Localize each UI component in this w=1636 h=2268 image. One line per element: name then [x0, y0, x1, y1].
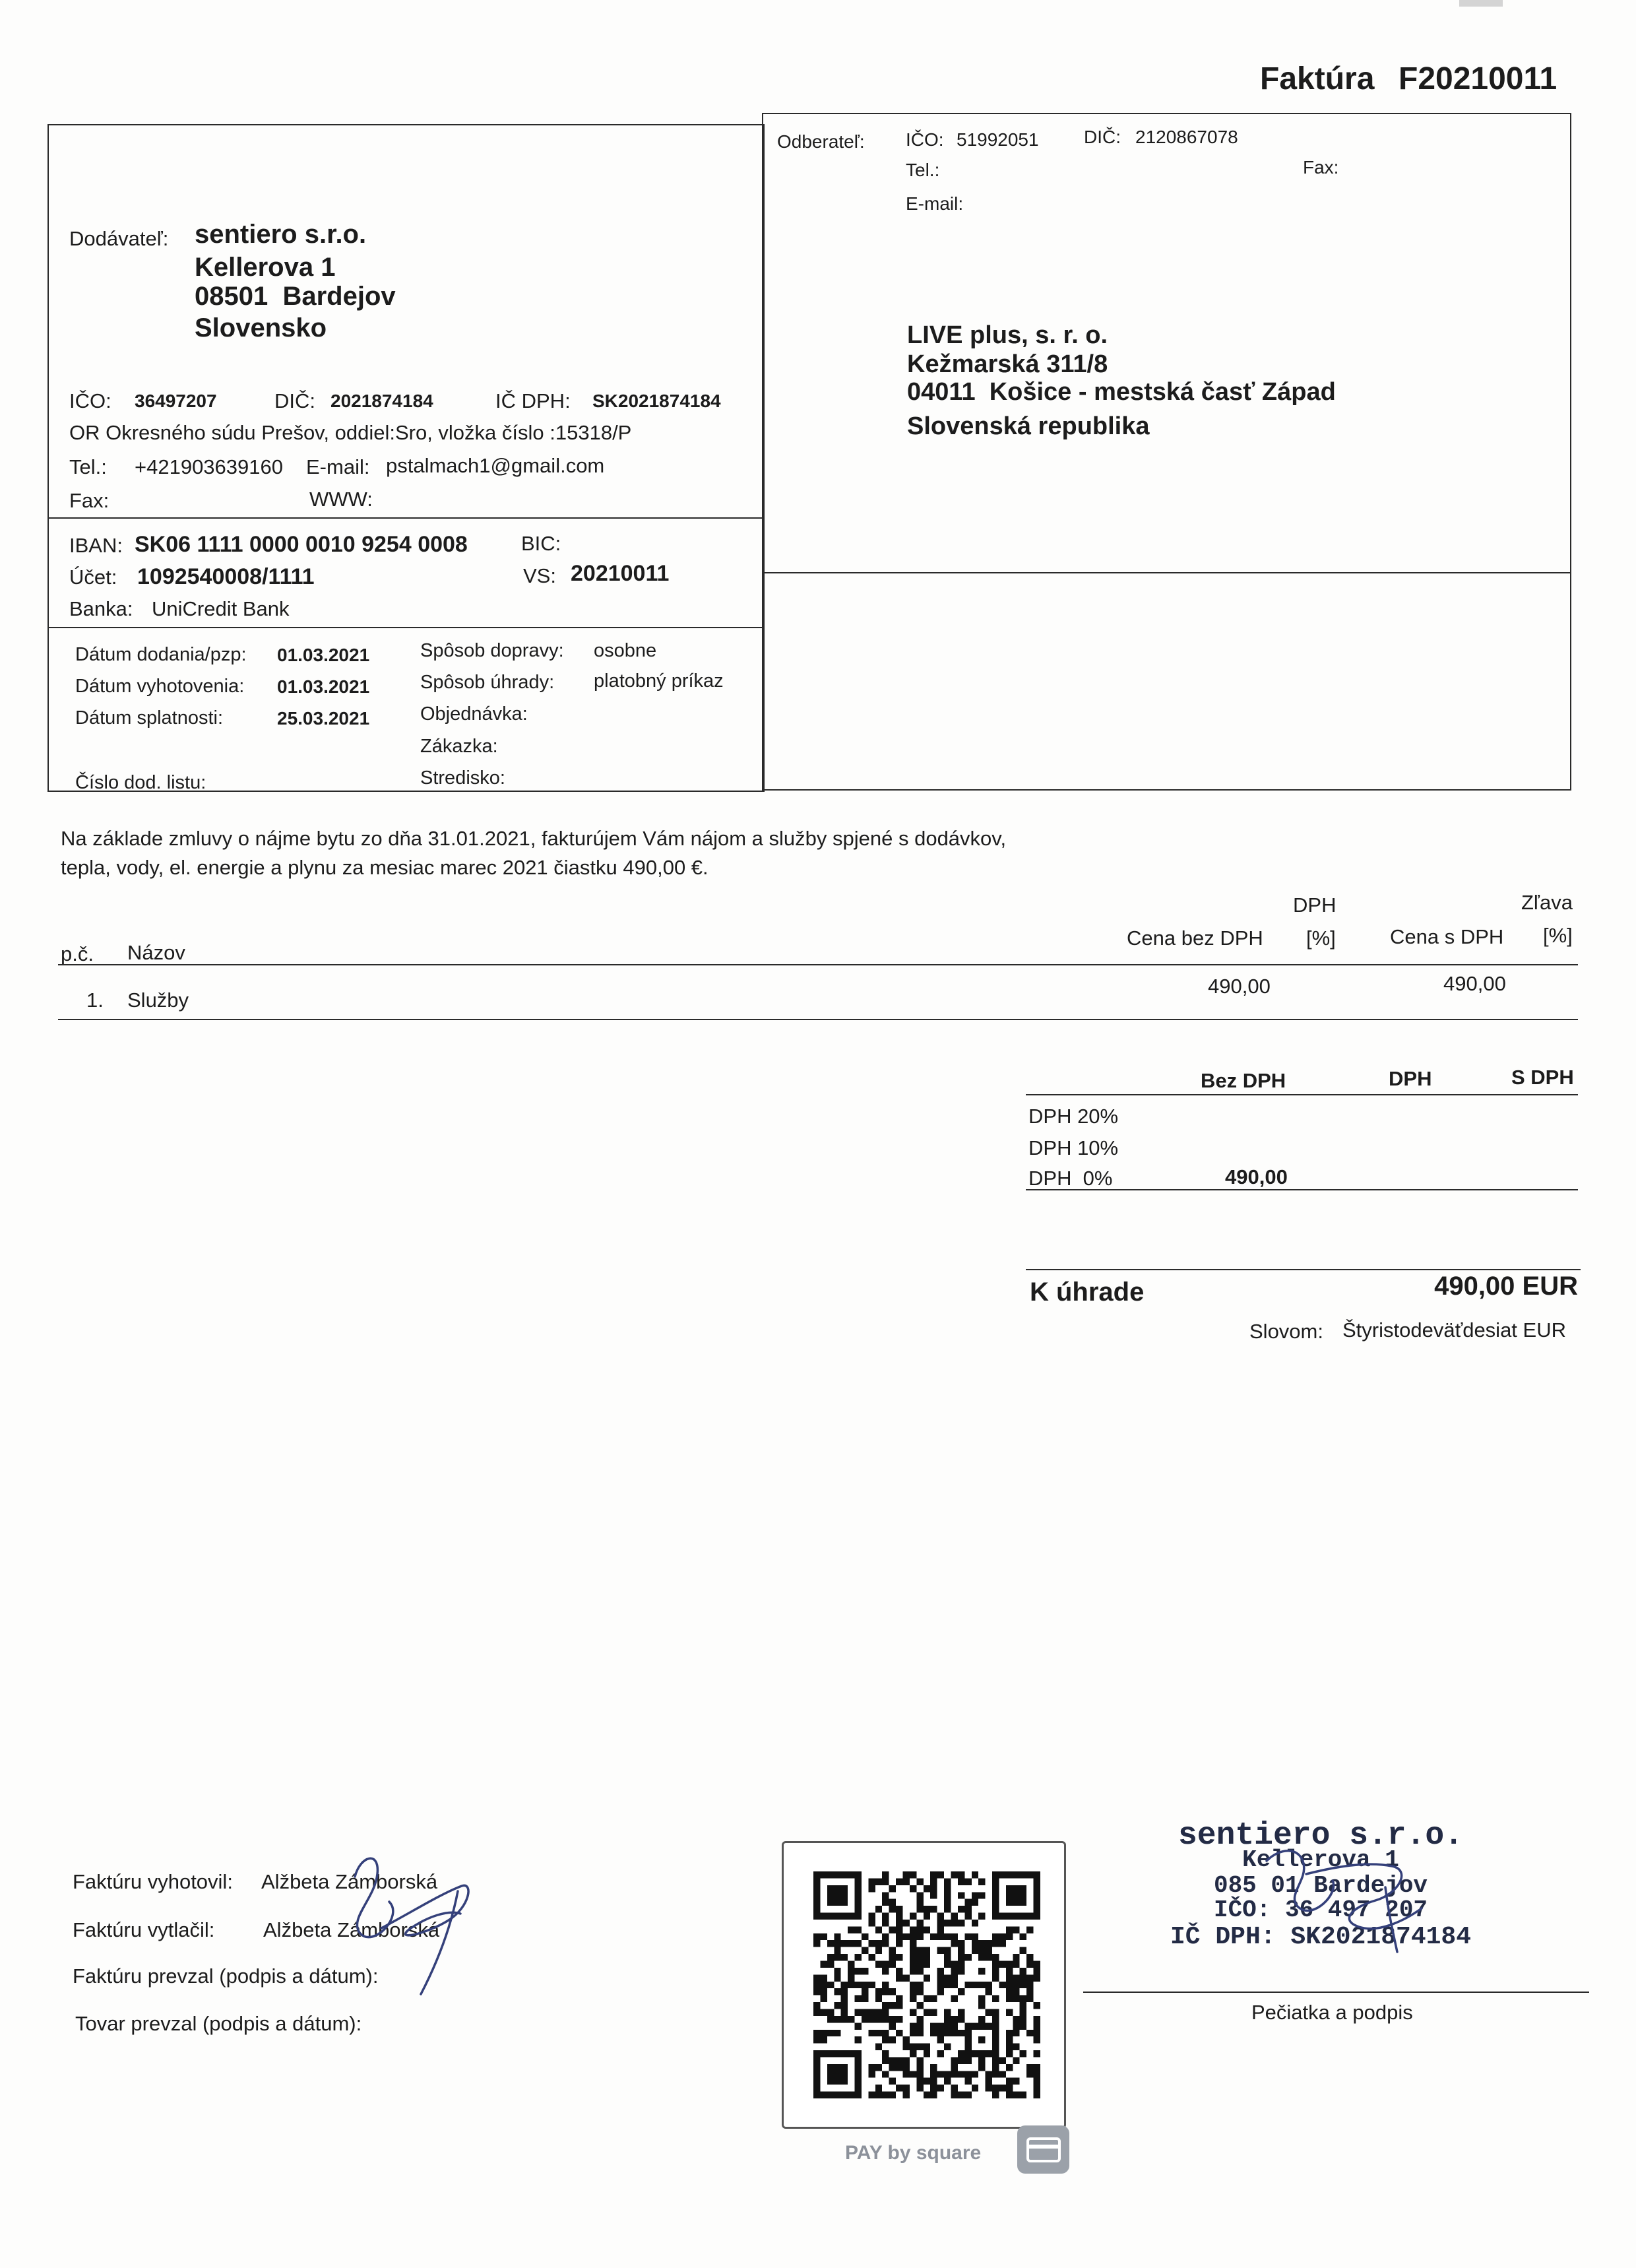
printed-by: Alžbeta Zámborská — [263, 1918, 440, 1941]
transport-label: Spôsob dopravy: — [420, 640, 564, 661]
customer-divider-line — [763, 572, 1571, 573]
total-label: K úhrade — [1030, 1278, 1145, 1307]
vat-row-20-label: DPH 20% — [1028, 1105, 1119, 1128]
stamp-line-company: sentiero s.r.o. — [1178, 1818, 1464, 1854]
supplier-name: sentiero s.r.o. — [195, 220, 367, 249]
issued-by: Alžbeta Zámborská — [261, 1870, 438, 1893]
supplier-tel-label: Tel.: — [69, 455, 107, 478]
due-date: 25.03.2021 — [277, 708, 370, 729]
customer-ico-label: IČO: — [906, 129, 944, 150]
customer-street: Kežmarská 311/8 — [907, 350, 1108, 378]
vat-header-gross: S DPH — [1511, 1066, 1574, 1089]
amount-in-words-label: Slovom: — [1249, 1320, 1323, 1343]
items-header-name: Názov — [127, 941, 185, 964]
handwritten-signature — [317, 1848, 488, 2006]
transport-value: osobne — [594, 640, 657, 661]
item-no: 1. — [86, 988, 104, 1012]
total-amount: 490,00 EUR — [1434, 1272, 1578, 1301]
customer-label: Odberateľ: — [777, 131, 865, 152]
order-label: Objednávka: — [420, 703, 528, 725]
delivery-note-label: Číslo dod. listu: — [75, 772, 206, 793]
signature-stroke — [1385, 1887, 1397, 1952]
items-header-price-net: Cena bez DPH — [1127, 926, 1263, 950]
supplier-fax-label: Fax: — [69, 489, 110, 512]
bank-label: Banka: — [69, 597, 133, 620]
signature-stroke — [1306, 1864, 1422, 1929]
card-icon-bg — [1017, 2125, 1069, 2174]
bank-divider-line — [47, 627, 763, 628]
printed-by-label: Faktúru vytlačil: — [73, 1918, 215, 1941]
customer-dic-label: DIČ: — [1084, 127, 1121, 147]
issue-date: 01.03.2021 — [277, 676, 370, 697]
delivery-date: 01.03.2021 — [277, 645, 370, 665]
pay-by-square-logo: PAY by square — [845, 2142, 982, 2164]
invoice-note-line-2: tepla, vody, el. energie a plynu za mesiac marec 2021 čiastku 490,00 €. — [61, 856, 708, 879]
vat-bottom-line — [1026, 1189, 1578, 1190]
vat-header-net: Bez DPH — [1201, 1069, 1286, 1092]
item-name: Služby — [127, 988, 189, 1012]
goods-received-label: Tovar prevzal (podpis a dátum): — [75, 2012, 362, 2035]
iban-value: SK06 1111 0000 0010 9254 0008 — [135, 532, 468, 557]
stamp-line-icdph: IČ DPH: SK2021874184 — [1170, 1923, 1472, 1951]
bank-name: UniCredit Bank — [152, 597, 290, 620]
supplier-country: Slovensko — [195, 313, 327, 342]
payment-qr-code — [813, 1871, 1040, 2098]
supplier-dic-label: DIČ: — [274, 389, 315, 412]
items-header-vat-pct: [%] — [1306, 926, 1336, 950]
supplier-icdph: SK2021874184 — [592, 391, 721, 411]
supplier-www-label: WWW: — [309, 488, 373, 511]
supplier-email-label: E-mail: — [306, 455, 370, 478]
account-value: 1092540008/1111 — [137, 564, 315, 589]
invoice-received-label: Faktúru prevzal (podpis a dátum): — [73, 1964, 379, 1988]
signature-stroke — [381, 1885, 468, 1935]
vat-header-vat: DPH — [1389, 1067, 1432, 1090]
iban-label: IBAN: — [69, 534, 123, 557]
vat-row-10-label: DPH 10% — [1028, 1136, 1119, 1159]
supplier-city: 08501 Bardejov — [195, 282, 396, 311]
delivery-date-label: Dátum dodania/pzp: — [75, 644, 247, 665]
vat-row-0-net: 490,00 — [1225, 1165, 1288, 1188]
invoice-title: Faktúra — [1260, 61, 1375, 96]
supplier-ico: 36497207 — [135, 391, 217, 411]
invoice-number: F20210011 — [1399, 61, 1557, 96]
customer-name: LIVE plus, s. r. o. — [907, 321, 1108, 349]
items-header-no: p.č. — [61, 942, 94, 965]
payment-label: Spôsob úhrady: — [420, 672, 555, 693]
customer-dic: 2120867078 — [1135, 127, 1238, 147]
bic-label: BIC: — [521, 532, 561, 555]
supplier-register: OR Okresného súdu Prešov, oddiel:Sro, vložka číslo :15318/P — [69, 421, 632, 444]
supplier-ico-label: IČO: — [69, 389, 111, 412]
due-date-label: Dátum splatnosti: — [75, 707, 224, 729]
signature-stroke — [1267, 1851, 1334, 1911]
issue-date-label: Dátum vyhotovenia: — [75, 676, 245, 697]
payment-value: platobný príkaz — [594, 670, 724, 692]
items-header-vat-group: DPH — [1293, 893, 1337, 917]
supplier-email: pstalmach1@gmail.com — [386, 454, 605, 477]
center-label: Stredisko: — [420, 767, 505, 789]
stamp-signature-label: Pečiatka a podpis — [1251, 2001, 1413, 2024]
stamp-line-street: Kellerova 1 — [1242, 1846, 1399, 1873]
supplier-label: Dodávateľ: — [69, 227, 169, 250]
invoice-note-line-1: Na základe zmluvy o nájme bytu zo dňa 31.01.2021, fakturújem Vám nájom a služby spjené s dodávkov, — [61, 827, 1007, 850]
account-label: Účet: — [69, 566, 117, 589]
customer-city: 04011 Košice - mestská časť Západ — [907, 378, 1336, 406]
supplier-icdph-label: IČ DPH: — [495, 389, 571, 412]
customer-ico: 51992051 — [957, 129, 1039, 150]
vs-value: 20210011 — [571, 561, 670, 586]
customer-country: Slovenská republika — [907, 412, 1150, 440]
card-icon-stripe — [1028, 2145, 1059, 2149]
supplier-street: Kellerova 1 — [195, 253, 336, 282]
amount-in-words: Štyristodeväťdesiat EUR — [1342, 1318, 1566, 1342]
item-price-gross: 490,00 — [1443, 972, 1506, 995]
stamp-signature-line — [1083, 1992, 1589, 1993]
supplier-divider-line — [47, 517, 763, 519]
card-icon — [1016, 2124, 1071, 2175]
items-header-discount-pct: [%] — [1543, 924, 1573, 947]
scan-edge-mark — [1459, 0, 1503, 7]
customer-box — [762, 113, 1571, 791]
items-bottom-line — [58, 1019, 1578, 1020]
issued-by-label: Faktúru vyhotovil: — [73, 1870, 233, 1893]
supplier-dic: 2021874184 — [330, 391, 433, 411]
items-header-price-gross: Cena s DPH — [1390, 925, 1504, 948]
vat-row-0-label: DPH 0% — [1028, 1167, 1113, 1190]
items-header-line — [58, 964, 1578, 965]
customer-tel-label: Tel.: — [906, 160, 940, 180]
supplier-tel: +421903639160 — [135, 455, 283, 478]
customer-fax-label: Fax: — [1303, 157, 1339, 178]
stamp-line-city: 085 01 Bardejov — [1213, 1872, 1428, 1899]
customer-email-label: E-mail: — [906, 193, 964, 214]
item-price-net: 490,00 — [1208, 975, 1271, 998]
handwritten-signature — [1240, 1834, 1451, 1966]
stamp-line-ico: IČO: 36 497 207 — [1213, 1896, 1428, 1924]
contract-label: Zákazka: — [420, 736, 498, 757]
total-top-line — [1026, 1269, 1581, 1270]
items-header-discount-group: Zľava — [1521, 891, 1573, 914]
vs-label: VS: — [523, 564, 556, 587]
signature-stroke — [421, 1891, 458, 1994]
vat-header-line — [1026, 1094, 1578, 1095]
